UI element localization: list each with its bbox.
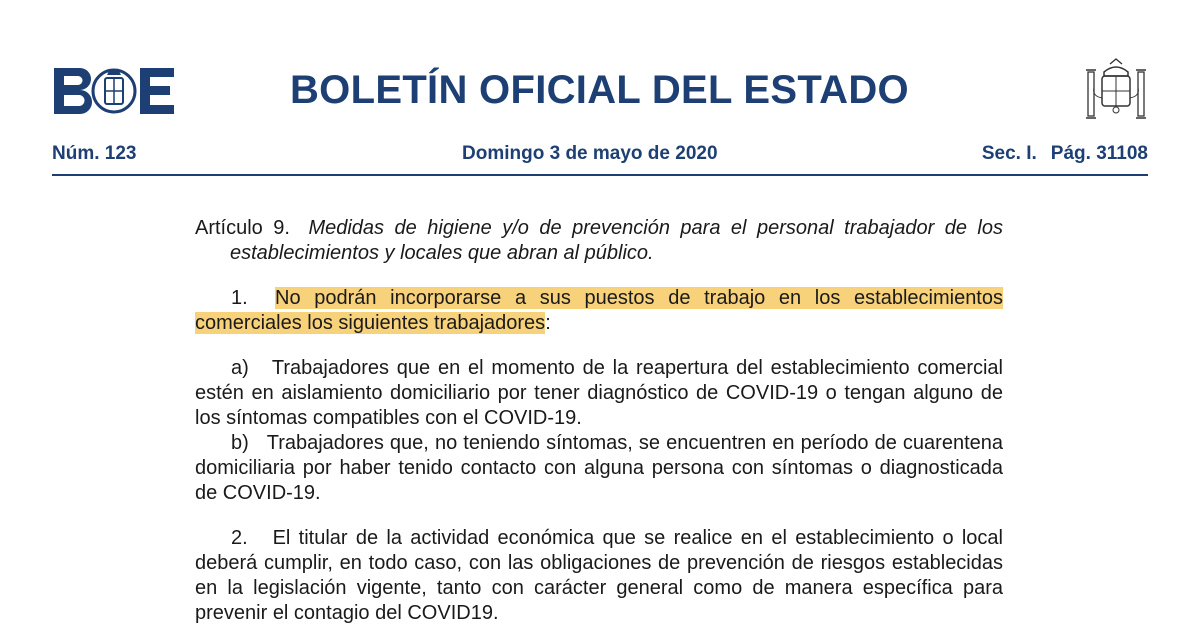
issue-number: Núm. 123 [52, 143, 137, 164]
paragraph-b [195, 431, 1003, 506]
page-number: Pág. 31108 [1050, 143, 1148, 164]
coat-of-arms-icon [1084, 58, 1148, 124]
document-header [52, 58, 1148, 128]
paragraph-b-text: Trabajadores que, no teniendo síntomas, se encuentren en período de cuarentena domiciliaria por haber tenido contacto con alguna persona con síntomas o diagnosticada de COVID-19. [195, 432, 1003, 504]
paragraph-2-number: 2. [231, 527, 248, 549]
issue-date: Domingo 3 de mayo de 2020 [462, 143, 718, 164]
document-body [195, 216, 1003, 626]
paragraph-b-label: b) [231, 432, 249, 454]
paragraph-2-text: El titular de la actividad económica que se realice en el establecimiento o local deberá cumplir, en todo caso, con las obligaciones de prevención de riesgos establecidas en la legislación vigente, tanto con carácter general como de manera específica para prevenir el contagio del COVID19. [195, 527, 1003, 624]
page-title: BOLETÍN OFICIAL DEL ESTADO [290, 68, 909, 112]
paragraph-a [195, 356, 1003, 431]
paragraph-1-number: 1. [231, 287, 248, 309]
highlighted-text: No podrán incorporarse a sus puestos de trabajo en los establecimientos comerciales los siguientes trabajadores [195, 287, 1003, 334]
article-heading [195, 216, 1003, 266]
section-page [982, 143, 1148, 165]
article-label: Artículo 9. [195, 217, 290, 239]
paragraph-1-tail: : [545, 312, 551, 334]
issue-info-bar [52, 140, 1148, 176]
paragraph-a-text: Trabajadores que en el momento de la reapertura del establecimiento comercial estén en aislamiento domiciliario por tener diagnóstico de COVID-19 o tengan alguno de los síntomas compatibles con el COVID-19. [195, 357, 1003, 429]
paragraph-1 [195, 286, 1003, 336]
article-title: Medidas de higiene y/o de prevención para el personal trabajador de los establecimientos y locales que abran al público. [230, 217, 1004, 264]
paragraph-2 [195, 526, 1003, 626]
boe-logo [52, 66, 176, 116]
paragraph-a-label: a) [231, 357, 249, 379]
section-label: Sec. I. [981, 143, 1037, 164]
